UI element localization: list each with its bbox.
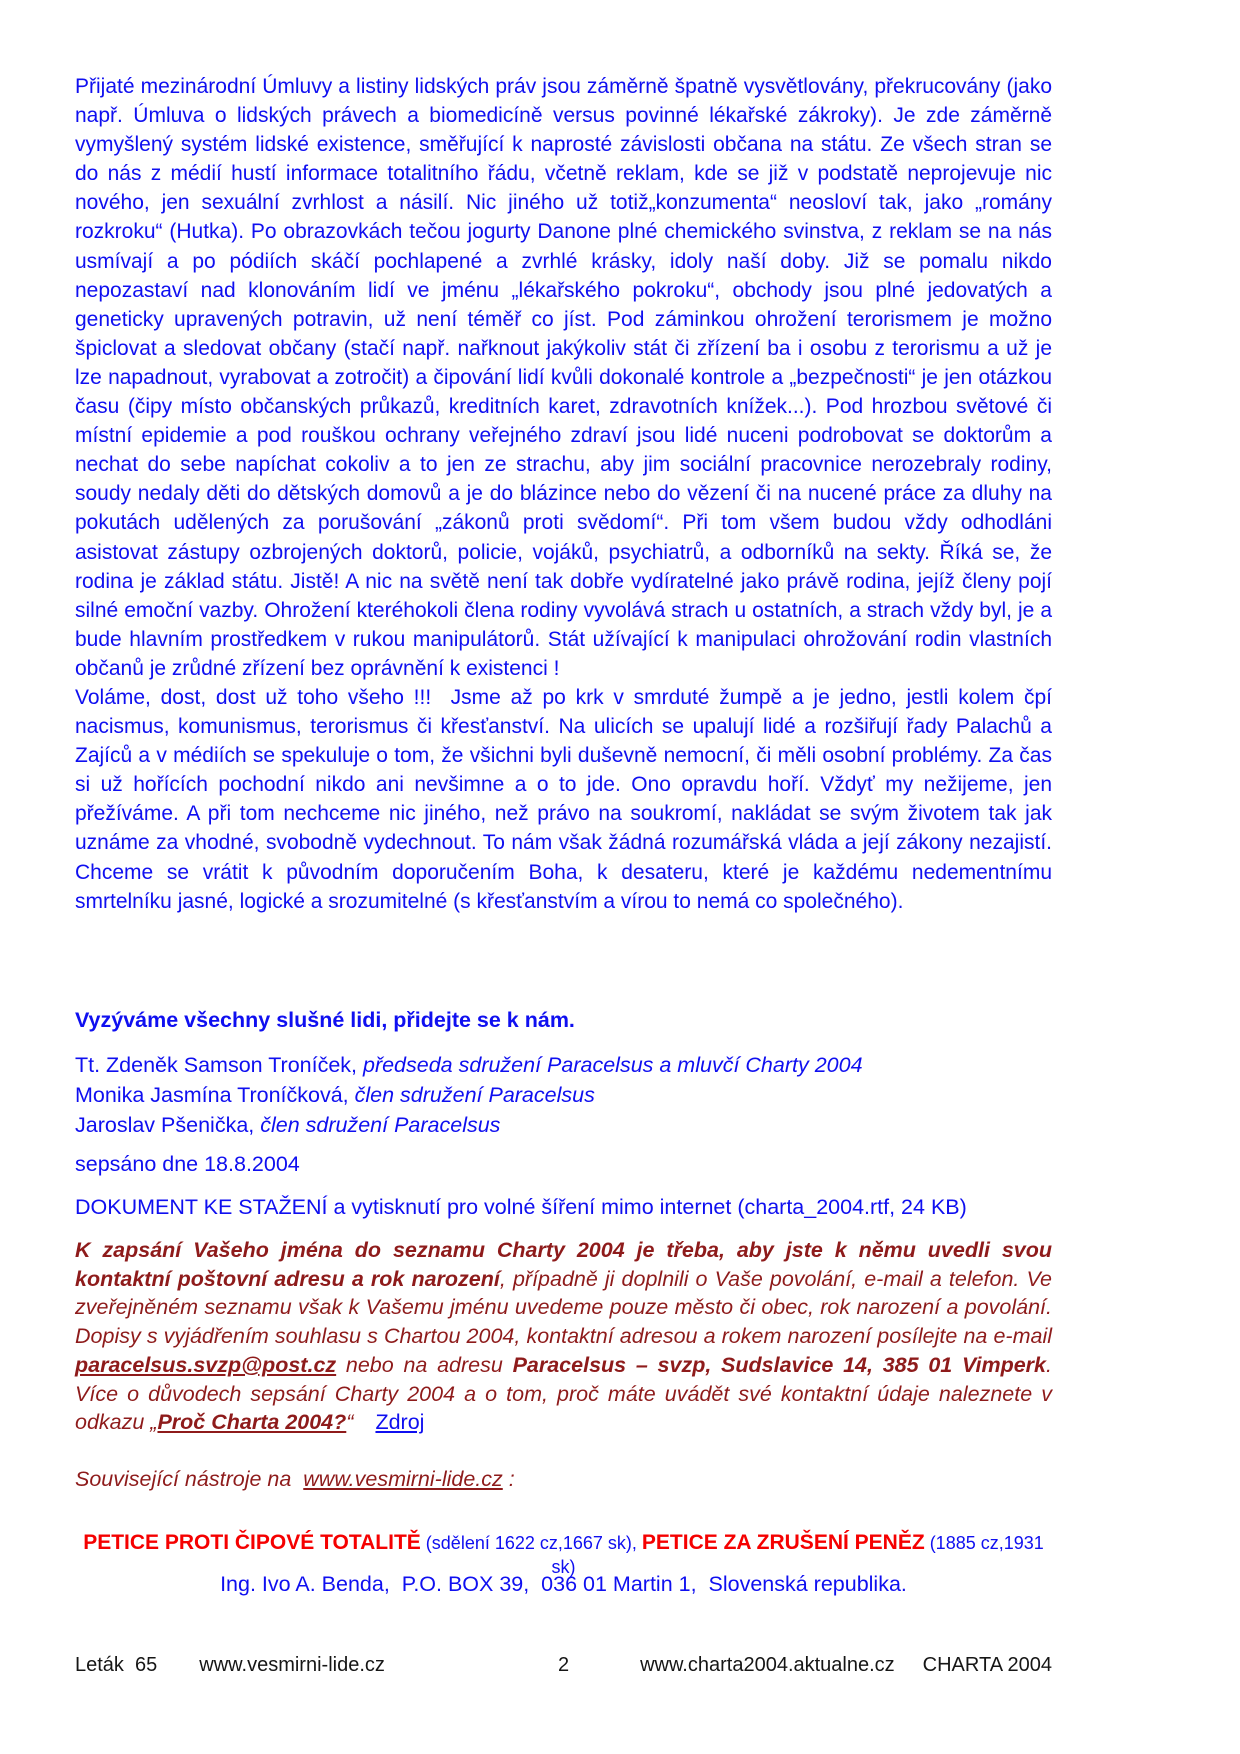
footer-site-right: www.charta2004.aktualne.cz: [640, 1654, 895, 1676]
petition-note-2: (1885 cz,1931 sk): [551, 1533, 1044, 1577]
footer-site-left: www.vesmirni-lide.cz: [199, 1654, 385, 1676]
leaflet-number: Leták 65: [75, 1654, 158, 1676]
signatory-role: člen sdružení Paracelsus: [260, 1113, 501, 1137]
contact-address-line: Ing. Ivo A. Benda, P.O. BOX 39, 036 01 Martin 1, Slovenská republika.: [220, 1572, 907, 1596]
footer-right: [640, 1654, 1052, 1677]
footer-left: [75, 1654, 385, 1677]
date-line: sepsáno dne 18.8.2004: [75, 1152, 300, 1176]
signatory-name: Jaroslav Pšenička,: [75, 1113, 261, 1137]
related-suffix: :: [502, 1467, 515, 1491]
source-link[interactable]: Zdroj: [375, 1410, 425, 1435]
notice-text: “: [346, 1410, 354, 1435]
call-to-action-heading: Vyzýváme všechny slušné lidi, přidejte se k nám.: [75, 1008, 575, 1032]
main-paragraph-2: Voláme, dost, dost už toho všeho !!! Jsme až po krk v smrduté žumpě a je jedno, jestli kolem čpí nacismus, komunismus, terorismus či křesťanství. Na ulicích se upalují lidé a rozšiřují řady Palachů a Zajíců a v médiích se spekuluje o tom, že všichni byli duševně nemocní, či měli osobní problémy. Za čas si už hořících pochodní nikdo ani nevšimne a o to jde. Ono opravdu hoří. Vždyť my nežijeme, jen přežíváme. A při tom nechceme nic jiného, než právo na soukromí, nakládat se svým životem tak jak uznáme za vhodné, svobodně vydechnout. To nám však žádná rozumářská vláda a její zákony nezajistí. Chceme se vrátit k původním doporučením Boha, k desateru, které je každému nedementnímu smrtelníku jasné, logické a srozumitelné (s křesťanstvím a vírou to nemá co společného).: [75, 685, 1052, 913]
signatories-list: [75, 1050, 1052, 1140]
page-footer: [75, 1654, 1052, 1680]
main-body: [75, 72, 1052, 916]
notice-text: . Více o důvodech sepsání Charty 2004 a o tom, proč máte uvádět své kontaktní údaje naleznete v odkazu „: [75, 1352, 1052, 1435]
notice-lead-bold: K zapsání Vašeho jména do seznamu Charty 2004 je třeba, aby jste k němu uvedli svou kontaktní poštovní adresu a rok narození: [75, 1238, 1052, 1291]
main-paragraph-1: Přijaté mezinárodní Úmluvy a listiny lidských práv jsou záměrně špatně vysvětlovány, překrucovány (jako např. Úmluva o lidských právech a biomedicíně versus povinné lékařské zákroky). Je zde záměrně vymyšlený systém lidské existence, směřující k naprosté závislosti občana na státu. Ze všech stran se do nás z médií hustí informace totalitního řádu, včetně reklam, kde se již v podstatě neprojevuje nic nového, jen sexuální zvrhlost a násilí. Nic jiného už totiž„konzumenta“ neosloví tak, jako „romány rozkroku“ (Hutka). Po obrazovkách tečou jogurty Danone plné chemického svinstva, z reklam se na nás usmívají a po pódiích skáčí pochlapené a zvrhlé krásky, idoly naší doby. Již se pomalu nikdo nepozastaví nad klonováním lidí ve jménu „lékařského pokroku“, obchody jsou plné jedovatých a geneticky upravených potravin, už není téměř co jíst. Pod záminkou ohrožení terorismem je možno špiclovat a sledovat občany (stačí např. nařknout jakýkoliv stát či zřízení ba i osobu z terorismu a už je lze napadnout, vyrabovat a zotročit) a čipování lidí kvůli dokonalé kontrole a „bezpečnosti“ je jen otázkou času (čipy místo občanských průkazů, kreditních karet, zdravotních knížek...). Pod hrozbou světové či místní epidemie a pod rouškou ochrany veřejného zdraví jsou lidé nuceni podrobovat se doktorům a nechat do sebe napíchat cokoliv a to jen ze strachu, aby jim sociální pracovnice nerozebraly rodiny, soudy nedaly děti do dětských domovů a je do blázince nebo do vězení či na nucené práce za dluhy na pokutách udělených za porušování „zákonů proti svědomí“. Při tom všem budou vždy odhodláni asistovat zástupy ozbrojených doktorů, policie, vojáků, psychiatrů, a odborníků na sekty. Říká se, že rodina je základ státu. Jistě! A nic na světě není tak dobře vydíratelné jako právě rodina, jejíž členy pojí silné emoční vazby. Ohrožení kteréhokoli člena rodiny vyvolává strach u ostatních, a strach vždy byl, je a bude hlavním prostředkem v rukou manipulátorů. Stát užívající k manipulaci ohrožování rodin vlastních občanů je zrůdné zřízení bez oprávnění k existenci !: [75, 75, 1052, 680]
signatory-role: předseda sdružení Paracelsus a mluvčí Charty 2004: [362, 1053, 863, 1077]
petition-chip-totality-title: PETICE PROTI ČIPOVÉ TOTALITĚ: [83, 1531, 421, 1554]
petition-note-1: (sdělení 1622 cz,1667 sk),: [420, 1533, 642, 1553]
postal-address-bold: Paracelsus – svzp, Sudslavice 14, 385 01 Vimperk: [512, 1352, 1047, 1377]
notice-text: , případně ji doplnili o Vaše povolání, e-mail a telefon. Ve zveřejněném seznamu však k Vašemu jménu uvedeme pouze město či obec, rok narození a povolání. Dopisy s vyjádřením souhlasu s Chartou 2004, kontaktní adresou a rokem narození posílejte na e-mail: [75, 1266, 1052, 1349]
download-line: [75, 1195, 1052, 1220]
notice-text: nebo na adresu: [336, 1352, 513, 1377]
petition-abolish-money-title: PETICE ZA ZRUŠENÍ PENĚZ: [641, 1531, 925, 1554]
footer-brand: CHARTA 2004: [922, 1654, 1052, 1676]
signup-notice: [75, 1236, 1052, 1437]
signatory-line: [75, 1080, 1052, 1110]
page-number: 2: [557, 1654, 570, 1676]
signatory-name: Monika Jasmína Troníčková,: [75, 1083, 355, 1107]
related-tools-line: [75, 1467, 1052, 1492]
download-document-link[interactable]: DOKUMENT KE STAŽENÍ: [75, 1195, 328, 1219]
related-prefix: Související nástroje na: [75, 1467, 304, 1491]
vesmirni-lide-link[interactable]: www.vesmirni-lide.cz: [303, 1467, 503, 1491]
email-link[interactable]: paracelsus.svzp@post.cz: [75, 1352, 337, 1377]
why-charta-link[interactable]: Proč Charta 2004?: [157, 1410, 347, 1435]
signatory-line: [75, 1110, 1052, 1140]
signatory-role: člen sdružení Paracelsus: [354, 1083, 595, 1107]
download-line-rest: a vytisknutí pro volné šíření mimo internet (charta_2004.rtf, 24 KB): [327, 1195, 967, 1219]
signatory-line: [75, 1050, 1052, 1080]
signatory-name: Tt. Zdeněk Samson Troníček,: [75, 1053, 363, 1077]
